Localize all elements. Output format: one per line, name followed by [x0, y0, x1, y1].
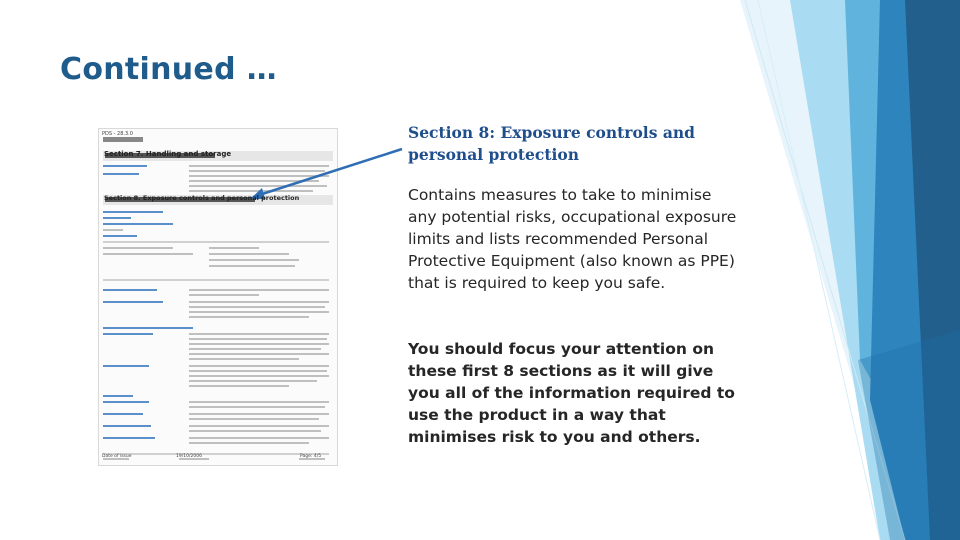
pointer-arrow-icon	[256, 149, 402, 196]
description-paragraph: Contains measures to take to minimise any potential risks, occupational exposure limits and lists recommended Personal Protective Equipment (also known as PPE) that is required to keep you safe.	[408, 186, 737, 292]
sds-header-label: PDS - 28.3.0	[102, 131, 133, 137]
section-8-heading: Section 8: Exposure controls and personal protection	[408, 123, 695, 164]
sds-section-8-title: Section 8. Exposure controls and personal protection	[104, 194, 300, 202]
content-column	[408, 122, 738, 448]
sds-section-7-title: Section 7. Handling and storage	[104, 150, 232, 158]
sds-footer-date: 19/10/2006	[176, 454, 202, 459]
focus-paragraph: You should focus your attention on these first 8 sections as it will give you all of the information required to use the product in a way that minimises risk to you and others.	[408, 340, 735, 446]
slide-title: Continued …	[60, 52, 277, 87]
sds-footer-page: Page: 4/5	[300, 454, 322, 459]
sds-footer-left: Date of issue	[102, 454, 132, 459]
